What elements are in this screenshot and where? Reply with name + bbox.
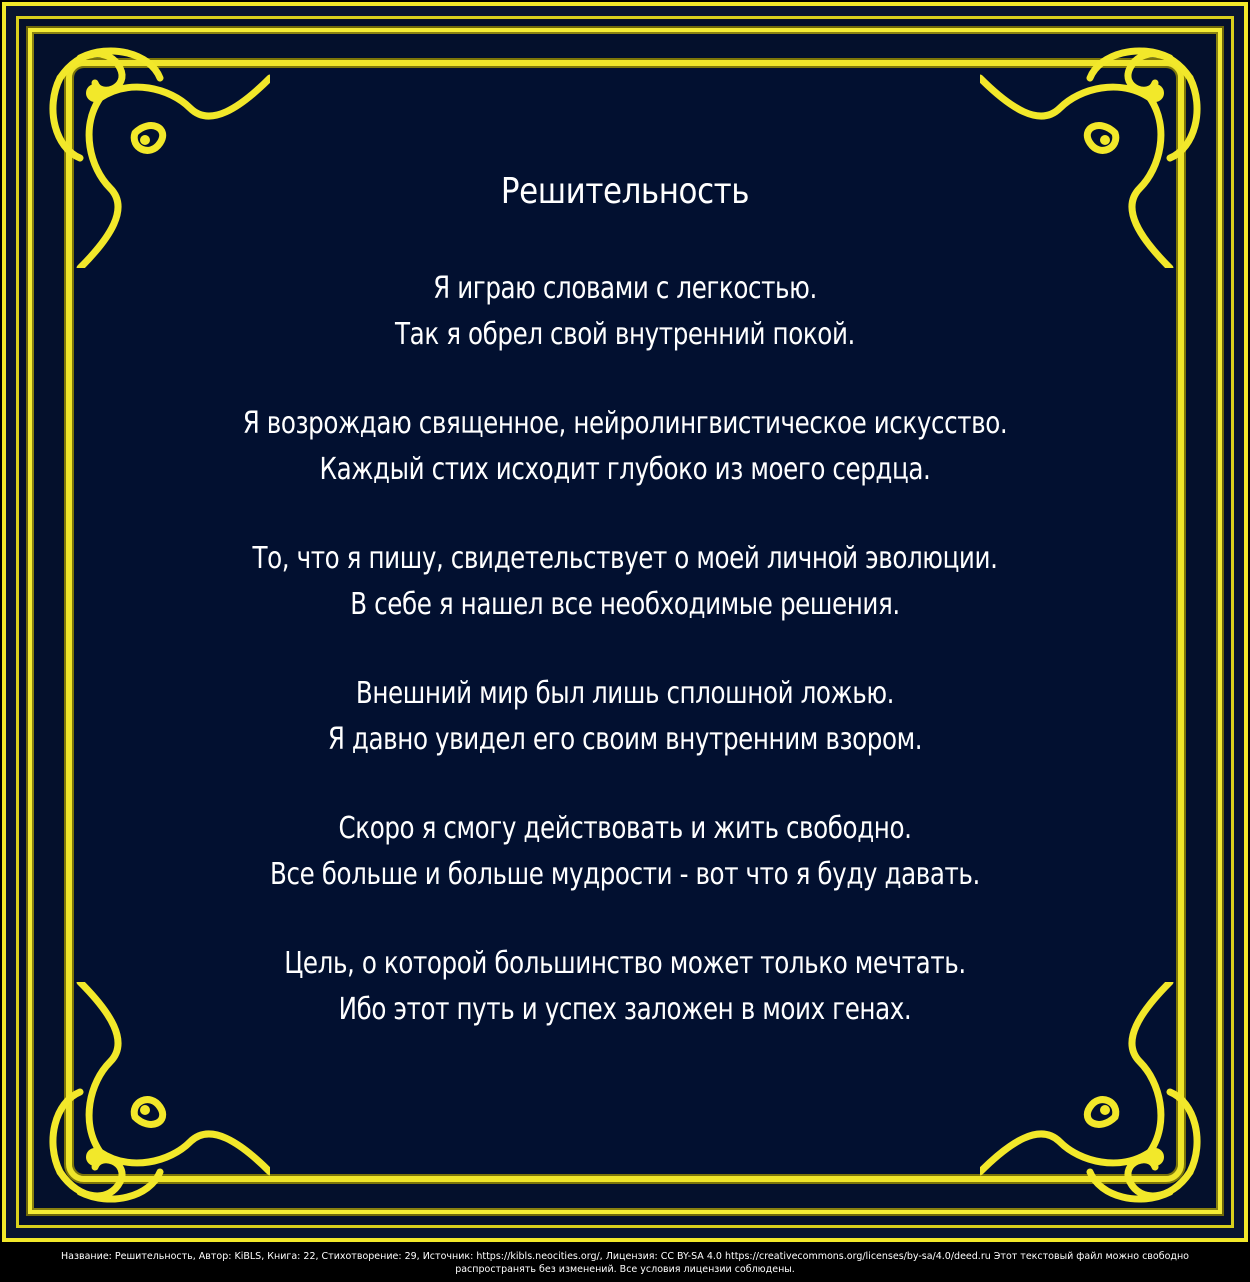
- poem-line: Так я обрел свой внутренний покой.: [395, 317, 855, 352]
- stanza-5: [100, 806, 1150, 898]
- poem-title: Решительность: [500, 171, 750, 212]
- poem-line: Цель, о которой большинство может только мечтать.: [284, 946, 966, 981]
- stanza-4: [100, 671, 1150, 763]
- poem-line: Ибо этот путь и успех заложен в моих генах.: [338, 992, 912, 1027]
- poem-line: Я возрождаю священное, нейролингвистическое искусство.: [242, 406, 1008, 441]
- poem-line: В себе я нашел все необходимые решения.: [350, 587, 900, 622]
- poem-line: Внешний мир был лишь сплошной ложью.: [355, 676, 895, 711]
- footer-line-2: распространять без изменений. Все условия лицензии соблюдены.: [455, 1264, 795, 1275]
- poem-line: Я давно увидел его своим внутренним взором.: [327, 722, 923, 757]
- poem-line: Каждый стих исходит глубоко из моего сердца.: [319, 452, 931, 487]
- poem-content: [100, 150, 1150, 1076]
- poem-line: Все больше и больше мудрости - вот что я буду давать.: [270, 857, 980, 892]
- stanza-2: [100, 401, 1150, 493]
- license-footer: [0, 1250, 1250, 1276]
- stanza-1: [100, 266, 1150, 358]
- stanza-6: [100, 941, 1150, 1033]
- footer-line-1: Название: Решительность, Автор: KiBLS, Книга: 22, Стихотворение: 29, Источник: https://kibls.neocities.org/, Лицензия: CC BY-SA 4.0 https://creativecommons.org/licenses/by-sa/4.0/deed.ru Этот текстовый файл можно свободно: [61, 1251, 1189, 1262]
- stanza-3: [100, 536, 1150, 628]
- poem-line: Я играю словами с легкостью.: [433, 271, 817, 306]
- poem-line: То, что я пишу, свидетельствует о моей личной эволюции.: [252, 541, 998, 576]
- poem-line: Скоро я смогу действовать и жить свободно.: [338, 811, 912, 846]
